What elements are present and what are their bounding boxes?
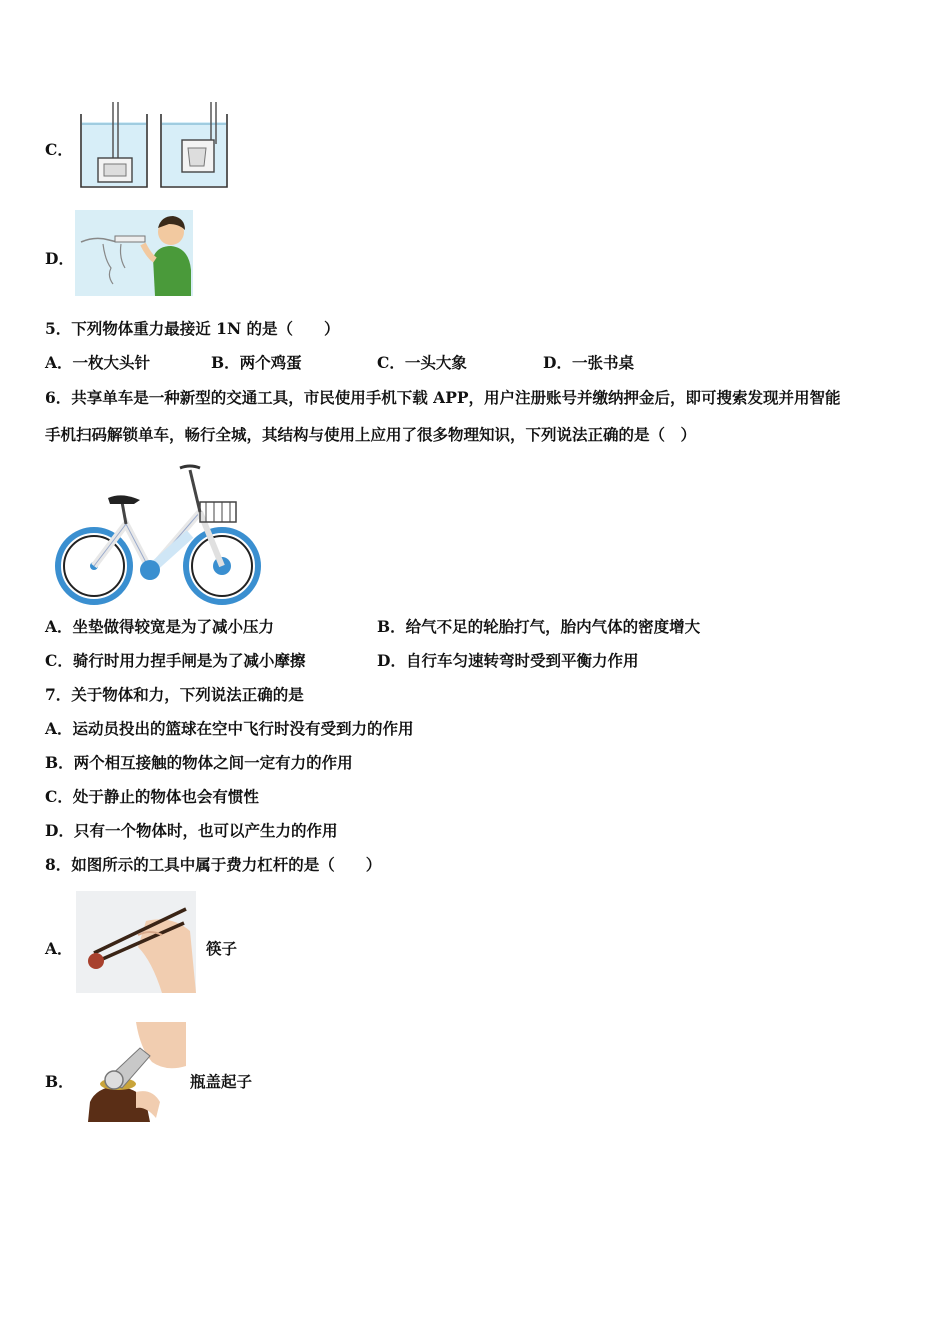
q5-option-b: B．两个鸡蛋 — [211, 353, 302, 372]
q8-stem: 8．如图所示的工具中属于费力杠杆的是（ ） — [45, 855, 382, 874]
q8-option-b-caption: 瓶盖起子 — [190, 1072, 253, 1091]
q6-option-b: B．给气不足的轮胎打气，胎内气体的密度增大 — [377, 617, 701, 636]
q7-option-b: B．两个相互接触的物体之间一定有力的作用 — [45, 753, 353, 772]
shared-bike-figure — [50, 462, 264, 606]
bottle-opener-figure — [76, 1022, 186, 1122]
q5-option-d: D．一张书桌 — [543, 353, 634, 372]
q7-option-c: C．处于静止的物体也会有惯性 — [45, 787, 259, 806]
q5-option-c: C．一头大象 — [377, 353, 467, 372]
q7-stem: 7．关于物体和力，下列说法正确的是 — [45, 685, 304, 704]
boy-blowing-figure — [75, 210, 193, 296]
q6-stem-line1: 6．共享单车是一种新型的交通工具，市民使用手机下载 APP，用户注册账号并缴纳押金后，即可搜索发现并用智能 — [45, 388, 841, 407]
q5-stem: 5．下列物体重力最接近 1N 的是（ ） — [45, 319, 340, 338]
beakers-figure — [78, 100, 230, 192]
q7-option-d: D．只有一个物体时，也可以产生力的作用 — [45, 821, 338, 840]
q6-option-c: C．骑行时用力捏手闸是为了减小摩擦 — [45, 651, 306, 670]
q4-option-d-label: D． — [45, 249, 74, 268]
q8-option-a-caption: 筷子 — [206, 939, 238, 958]
q6-stem-line2: 手机扫码解锁单车，畅行全城，其结构与使用上应用了很多物理知识，下列说法正确的是（ ） — [45, 425, 697, 444]
q5-option-a: A．一枚大头针 — [45, 353, 151, 372]
q8-option-b-label: B． — [45, 1072, 74, 1091]
q7-option-a: A．运动员投出的篮球在空中飞行时没有受到力的作用 — [45, 719, 414, 738]
q6-option-a: A．坐垫做得较宽是为了减小压力 — [45, 617, 275, 636]
chopsticks-figure — [76, 891, 196, 993]
q6-option-d: D．自行车匀速转弯时受到平衡力作用 — [377, 651, 639, 670]
q4-option-c-label: C． — [45, 140, 73, 159]
q8-option-a-label: A． — [45, 939, 73, 958]
